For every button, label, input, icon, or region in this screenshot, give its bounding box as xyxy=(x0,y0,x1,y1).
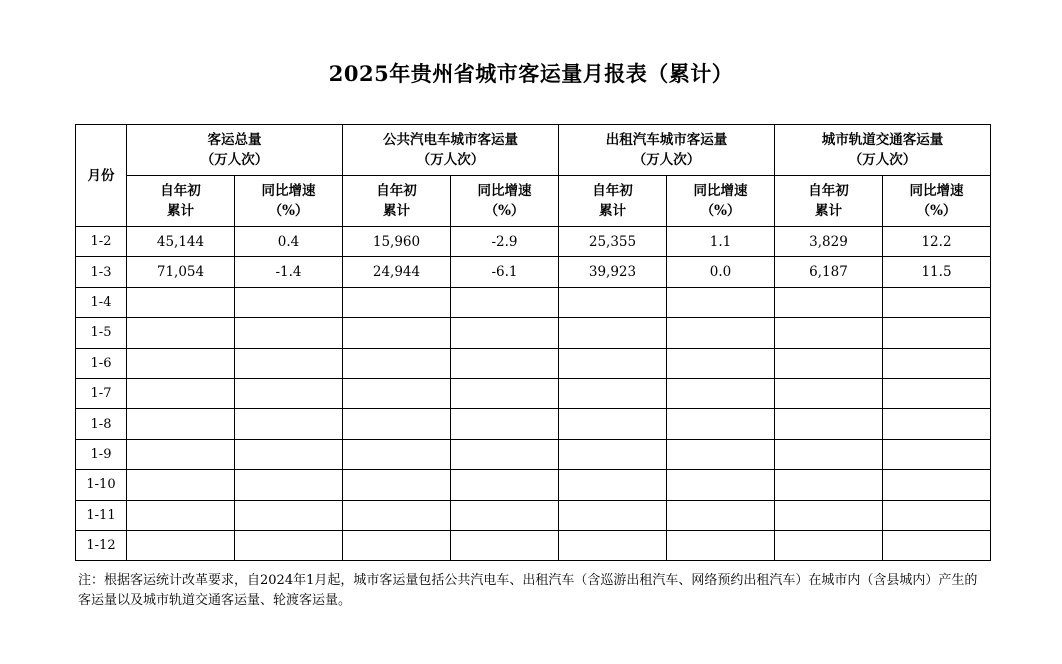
group-header-rail xyxy=(775,125,991,176)
group-header-line1: 客运总量 xyxy=(207,132,262,148)
cumulative-cell xyxy=(775,348,883,378)
cumulative-header xyxy=(775,176,883,227)
table-row xyxy=(76,530,991,560)
cumulative-cell xyxy=(343,439,451,469)
yoy-growth-cell xyxy=(883,378,991,408)
cumulative-cell xyxy=(775,500,883,530)
yoy-growth-cell: -6.1 xyxy=(451,257,559,287)
passenger-volume-table xyxy=(75,124,991,561)
yoy-growth-cell xyxy=(883,318,991,348)
yoy-growth-cell xyxy=(451,287,559,317)
table-row xyxy=(76,348,991,378)
yoy-growth-cell xyxy=(883,287,991,317)
cumulative-cell xyxy=(775,409,883,439)
yoy-growth-cell xyxy=(667,409,775,439)
yoy-growth-cell xyxy=(883,348,991,378)
cumulative-cell xyxy=(559,530,667,560)
subheader-line1: 同比增速 xyxy=(477,183,532,199)
group-header-line2: （万人次） xyxy=(848,152,917,168)
yoy-growth-cell xyxy=(883,500,991,530)
yoy-growth-header xyxy=(451,176,559,227)
group-header-line2: （万人次） xyxy=(200,152,269,168)
table-row xyxy=(76,378,991,408)
cumulative-cell xyxy=(127,318,235,348)
group-header-line1: 公共汽电车城市客运量 xyxy=(383,132,518,148)
cumulative-cell: 24,944 xyxy=(343,257,451,287)
subheader-line1: 同比增速 xyxy=(909,183,964,199)
cumulative-cell xyxy=(559,318,667,348)
subheader-line2: 累计 xyxy=(599,203,626,219)
cumulative-cell xyxy=(775,530,883,560)
subheader-line2: （%） xyxy=(700,203,741,219)
cumulative-cell xyxy=(127,470,235,500)
yoy-growth-cell xyxy=(235,470,343,500)
subheader-line2: （%） xyxy=(268,203,309,219)
cumulative-cell xyxy=(559,409,667,439)
yoy-growth-cell xyxy=(667,500,775,530)
yoy-growth-cell xyxy=(451,348,559,378)
group-header-total xyxy=(127,125,343,176)
cumulative-cell xyxy=(775,378,883,408)
cumulative-header xyxy=(343,176,451,227)
cumulative-cell xyxy=(127,500,235,530)
cumulative-cell xyxy=(343,348,451,378)
cumulative-header xyxy=(559,176,667,227)
yoy-growth-cell xyxy=(883,530,991,560)
month-cell: 1-3 xyxy=(76,257,127,287)
group-header-line1: 城市轨道交通客运量 xyxy=(821,132,944,148)
yoy-growth-cell: 12.2 xyxy=(883,227,991,257)
cumulative-cell xyxy=(343,530,451,560)
subheader-line1: 自年初 xyxy=(160,183,201,199)
yoy-growth-cell xyxy=(235,287,343,317)
cumulative-cell xyxy=(559,287,667,317)
table-row xyxy=(76,257,991,287)
cumulative-cell xyxy=(559,500,667,530)
cumulative-cell xyxy=(343,500,451,530)
cumulative-cell xyxy=(559,439,667,469)
table-row xyxy=(76,500,991,530)
yoy-growth-cell: 0.4 xyxy=(235,227,343,257)
cumulative-cell xyxy=(775,287,883,317)
cumulative-cell: 3,829 xyxy=(775,227,883,257)
yoy-growth-cell xyxy=(235,409,343,439)
yoy-growth-cell xyxy=(235,530,343,560)
yoy-growth-cell xyxy=(883,470,991,500)
table-row xyxy=(76,318,991,348)
yoy-growth-header xyxy=(667,176,775,227)
yoy-growth-cell xyxy=(451,530,559,560)
cumulative-cell: 71,054 xyxy=(127,257,235,287)
month-cell: 1-11 xyxy=(76,500,127,530)
yoy-growth-cell xyxy=(667,318,775,348)
subheader-line1: 自年初 xyxy=(592,183,633,199)
cumulative-cell xyxy=(775,318,883,348)
yoy-growth-cell xyxy=(451,439,559,469)
yoy-growth-cell: -1.4 xyxy=(235,257,343,287)
yoy-growth-cell xyxy=(883,409,991,439)
yoy-growth-cell: 1.1 xyxy=(667,227,775,257)
subheader-line2: （%） xyxy=(916,203,957,219)
yoy-growth-cell xyxy=(235,378,343,408)
cumulative-cell xyxy=(343,318,451,348)
yoy-growth-cell xyxy=(451,318,559,348)
yoy-growth-cell: -2.9 xyxy=(451,227,559,257)
month-cell: 1-6 xyxy=(76,348,127,378)
month-cell: 1-7 xyxy=(76,378,127,408)
cumulative-cell xyxy=(343,409,451,439)
group-header-line2: （万人次） xyxy=(416,152,485,168)
table-row xyxy=(76,409,991,439)
cumulative-cell: 25,355 xyxy=(559,227,667,257)
month-cell: 1-9 xyxy=(76,439,127,469)
subheader-line1: 自年初 xyxy=(808,183,849,199)
yoy-growth-cell xyxy=(451,500,559,530)
table-row xyxy=(76,287,991,317)
yoy-growth-cell xyxy=(883,439,991,469)
cumulative-cell xyxy=(559,470,667,500)
yoy-growth-cell xyxy=(235,439,343,469)
cumulative-cell xyxy=(127,287,235,317)
yoy-growth-header xyxy=(883,176,991,227)
month-cell: 1-5 xyxy=(76,318,127,348)
yoy-growth-cell: 11.5 xyxy=(883,257,991,287)
subheader-line2: （%） xyxy=(484,203,525,219)
yoy-growth-cell xyxy=(451,378,559,408)
group-header-line2: （万人次） xyxy=(632,152,701,168)
table-body xyxy=(76,227,991,561)
yoy-growth-header xyxy=(235,176,343,227)
cumulative-cell: 6,187 xyxy=(775,257,883,287)
yoy-growth-cell xyxy=(667,530,775,560)
cumulative-cell: 45,144 xyxy=(127,227,235,257)
subheader-line2: 累计 xyxy=(815,203,842,219)
cumulative-cell xyxy=(127,530,235,560)
yoy-growth-cell: 0.0 xyxy=(667,257,775,287)
cumulative-cell: 15,960 xyxy=(343,227,451,257)
yoy-growth-cell xyxy=(667,439,775,469)
subheader-line1: 自年初 xyxy=(376,183,417,199)
table-row xyxy=(76,227,991,257)
yoy-growth-cell xyxy=(235,318,343,348)
cumulative-cell xyxy=(775,470,883,500)
cumulative-cell: 39,923 xyxy=(559,257,667,287)
month-header: 月份 xyxy=(76,125,127,227)
cumulative-cell xyxy=(559,378,667,408)
month-cell: 1-12 xyxy=(76,530,127,560)
group-header-taxi xyxy=(559,125,775,176)
yoy-growth-cell xyxy=(451,409,559,439)
subheader-line2: 累计 xyxy=(383,203,410,219)
cumulative-cell xyxy=(127,348,235,378)
cumulative-cell xyxy=(127,439,235,469)
yoy-growth-cell xyxy=(451,470,559,500)
month-cell: 1-10 xyxy=(76,470,127,500)
header-row-groups xyxy=(76,125,991,176)
cumulative-cell xyxy=(775,439,883,469)
month-cell: 1-2 xyxy=(76,227,127,257)
report-title: 2025年贵州省城市客运量月报表（累计） xyxy=(328,61,734,86)
cumulative-cell xyxy=(343,287,451,317)
yoy-growth-cell xyxy=(667,378,775,408)
subheader-line1: 同比增速 xyxy=(261,183,316,199)
group-header-bus xyxy=(343,125,559,176)
footnote: 注：根据客运统计改革要求，自2024年1月起，城市客运量包括公共汽电车、出租汽车（含巡游出租汽车、网络预约出租汽车）在城市内（含县城内）产生的客运量以及城市轨道交通客运量、轮渡客运量。 xyxy=(78,573,978,608)
yoy-growth-cell xyxy=(235,500,343,530)
cumulative-cell xyxy=(127,409,235,439)
table-row xyxy=(76,470,991,500)
yoy-growth-cell xyxy=(667,470,775,500)
cumulative-header xyxy=(127,176,235,227)
table-row xyxy=(76,439,991,469)
yoy-growth-cell xyxy=(667,348,775,378)
header-row-subcolumns xyxy=(76,176,991,227)
cumulative-cell xyxy=(343,378,451,408)
yoy-growth-cell xyxy=(667,287,775,317)
group-header-line1: 出租汽车城市客运量 xyxy=(605,132,728,148)
cumulative-cell xyxy=(559,348,667,378)
subheader-line2: 累计 xyxy=(167,203,194,219)
subheader-line1: 同比增速 xyxy=(693,183,748,199)
yoy-growth-cell xyxy=(235,348,343,378)
month-cell: 1-8 xyxy=(76,409,127,439)
cumulative-cell xyxy=(127,378,235,408)
cumulative-cell xyxy=(343,470,451,500)
month-cell: 1-4 xyxy=(76,287,127,317)
